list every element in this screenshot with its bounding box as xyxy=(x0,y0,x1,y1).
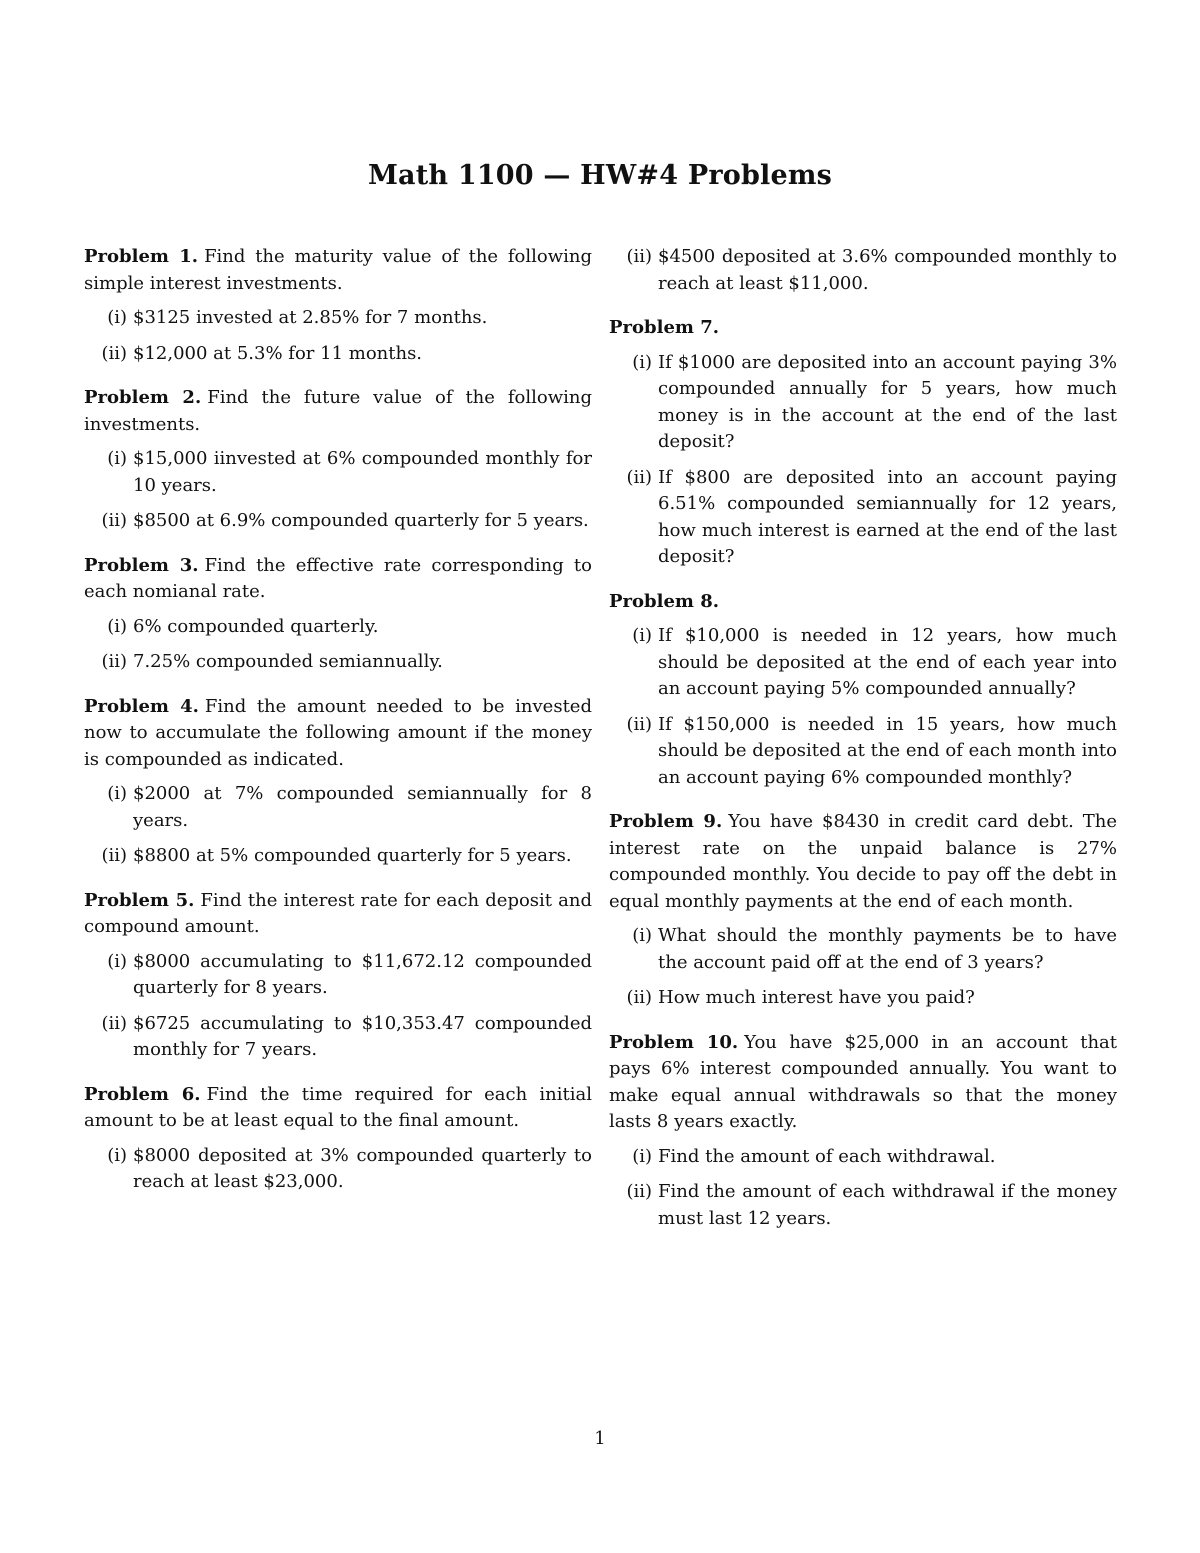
item-number: (i) xyxy=(632,1145,652,1167)
item-number: (i) xyxy=(632,925,652,946)
problem-text: Find the maturity value of the following simple interest investments. xyxy=(84,246,592,294)
item-text: Find the amount of each withdrawal if the money must last 12 years. xyxy=(658,1181,1117,1229)
problem-4 xyxy=(84,694,592,870)
item-number: (i) xyxy=(107,448,127,469)
right-column xyxy=(609,244,1117,1250)
problem-statement xyxy=(84,244,592,297)
item-text: $12,000 at 5.3% for 11 months. xyxy=(133,342,423,364)
problem-statement xyxy=(84,553,592,606)
problem-text: Find the amount needed to be invested now to accumulate the following amount if the money is compounded as indicated. xyxy=(84,695,592,770)
problem-item xyxy=(84,446,592,499)
problem-label: Problem 4. xyxy=(84,695,199,717)
item-text: How much interest have you paid? xyxy=(658,987,975,1008)
problem-text: You have $25,000 in an account that pays 6% interest compounded annually. You want to make equal annual withdrawals so that the money lasts 8 years exactly. xyxy=(609,1031,1118,1132)
problem-items xyxy=(609,244,1117,297)
problem-text: Find the time required for each initial amount to be at least equal to the final amount. xyxy=(84,1083,592,1131)
problem-statement xyxy=(84,385,592,438)
item-text: $8800 at 5% compounded quarterly for 5 years. xyxy=(133,845,572,866)
item-number: (ii) xyxy=(101,845,127,866)
item-text: If $10,000 is needed in 12 years, how much should be deposited at the end of each year into an account paying 5% compounded annually? xyxy=(658,625,1117,699)
problem-item xyxy=(84,614,592,641)
item-text: Find the amount of each withdrawal. xyxy=(658,1145,996,1167)
item-text: 7.25% compounded semiannually. xyxy=(133,651,443,672)
problem-items xyxy=(84,614,592,676)
item-text: What should the monthly payments be to have the account paid off at the end of 3 years? xyxy=(658,925,1117,973)
problem-items xyxy=(84,781,592,870)
item-number: (ii) xyxy=(626,246,652,267)
problem-item xyxy=(609,712,1117,792)
problem-10 xyxy=(609,1030,1117,1233)
problem-text: You have $8430 in credit card debt. The interest rate on the unpaid balance is 27% compounded monthly. You decide to pay off the debt in equal monthly payments at the end of each month. xyxy=(609,811,1118,912)
problem-statement xyxy=(609,809,1117,915)
problem-7 xyxy=(609,315,1117,571)
problem-item xyxy=(609,1144,1117,1171)
problem-label: Problem 5. xyxy=(84,889,195,911)
problem-item xyxy=(84,305,592,332)
problem-statement xyxy=(609,315,1117,342)
item-number: (ii) xyxy=(101,510,127,531)
problem-5 xyxy=(84,888,592,1064)
problem-item xyxy=(609,465,1117,571)
problem-item xyxy=(84,843,592,870)
item-number: (i) xyxy=(632,351,652,373)
problem-items xyxy=(84,949,592,1064)
problem-label: Problem 8. xyxy=(609,590,720,612)
problem-item xyxy=(84,1011,592,1064)
document-title: Math 1100 — HW#4 Problems xyxy=(367,160,833,191)
item-text: 6% compounded quarterly. xyxy=(133,615,379,637)
problem-label: Problem 2. xyxy=(84,387,202,408)
item-number: (ii) xyxy=(626,466,652,488)
problem-text: Find the interest rate for each deposit and compound amount. xyxy=(84,889,592,937)
item-text: $3125 invested at 2.85% for 7 months. xyxy=(133,307,488,328)
item-number: (i) xyxy=(107,950,127,972)
item-text: $4500 deposited at 3.6% compounded monthly to reach at least $11,000. xyxy=(658,246,1117,294)
item-number: (ii) xyxy=(101,342,127,364)
item-text: If $150,000 is needed in 15 years, how much should be deposited at the end of each month into an account paying 6% compounded monthly? xyxy=(658,713,1117,788)
problem-item xyxy=(609,623,1117,703)
problem-label: Problem 10. xyxy=(609,1031,739,1053)
problem-label: Problem 9. xyxy=(609,811,723,832)
problem-3 xyxy=(84,553,592,676)
item-text: If $1000 are deposited into an account paying 3% compounded annually for 5 years, how much money is in the account at the end of the last deposit? xyxy=(658,351,1117,452)
item-number: (i) xyxy=(107,307,127,328)
problem-item xyxy=(609,244,1117,297)
problem-items xyxy=(609,923,1117,1012)
problem-item xyxy=(609,350,1117,456)
problem-text: Find the future value of the following investments. xyxy=(84,387,592,435)
problem-items xyxy=(609,350,1117,571)
item-text: $8000 accumulating to $11,672.12 compounded quarterly for 8 years. xyxy=(133,950,592,998)
problem-9 xyxy=(609,809,1117,1012)
problem-label: Problem 3. xyxy=(84,554,199,576)
item-text: $15,000 iinvested at 6% compounded monthly for 10 years. xyxy=(133,448,592,496)
problem-item xyxy=(84,508,592,535)
problem-statement xyxy=(84,888,592,941)
item-text: $8500 at 6.9% compounded quarterly for 5 years. xyxy=(133,510,589,531)
problem-6 xyxy=(84,1082,592,1196)
page-number: 1 xyxy=(594,1428,606,1449)
problem-statement xyxy=(84,1082,592,1135)
problem-item xyxy=(609,985,1117,1012)
problem-items xyxy=(84,305,592,367)
problem-label: Problem 7. xyxy=(609,317,720,338)
item-text: If $800 are deposited into an account paying 6.51% compounded semiannually for 12 years, how much interest is earned at the end of the last deposit? xyxy=(658,466,1117,567)
problem-label: Problem 1. xyxy=(84,246,199,267)
problem-item xyxy=(84,649,592,676)
problem-item xyxy=(609,1179,1117,1232)
problem-statement xyxy=(84,694,592,774)
problem-items xyxy=(84,446,592,535)
problem-items xyxy=(84,1143,592,1196)
problem-item xyxy=(84,949,592,1002)
item-number: (ii) xyxy=(626,713,652,735)
problem-items xyxy=(609,1144,1117,1233)
item-number: (i) xyxy=(107,783,127,804)
problem-2 xyxy=(84,385,592,535)
item-number: (ii) xyxy=(626,987,652,1008)
item-number: (ii) xyxy=(626,1181,652,1202)
item-number: (i) xyxy=(632,625,652,646)
problem-item xyxy=(84,781,592,834)
item-number: (i) xyxy=(107,615,127,637)
item-text: $8000 deposited at 3% compounded quarterly to reach at least $23,000. xyxy=(133,1144,592,1192)
left-column xyxy=(84,244,592,1214)
problem-item xyxy=(609,923,1117,976)
problem-statement xyxy=(609,589,1117,616)
problem-items xyxy=(609,623,1117,791)
item-number: (i) xyxy=(107,1144,127,1166)
problem-1 xyxy=(84,244,592,367)
problem-item xyxy=(84,341,592,368)
problem-label: Problem 6. xyxy=(84,1083,201,1105)
item-number: (ii) xyxy=(101,651,127,672)
problem-6-continued xyxy=(609,244,1117,297)
item-text: $6725 accumulating to $10,353.47 compounded monthly for 7 years. xyxy=(133,1012,592,1060)
problem-item xyxy=(84,1143,592,1196)
item-number: (ii) xyxy=(101,1012,127,1034)
problem-statement xyxy=(609,1030,1117,1136)
problem-8 xyxy=(609,589,1117,792)
item-text: $2000 at 7% compounded semiannually for 8 years. xyxy=(133,783,592,831)
problem-text: Find the effective rate corresponding to each nomianal rate. xyxy=(84,554,592,602)
